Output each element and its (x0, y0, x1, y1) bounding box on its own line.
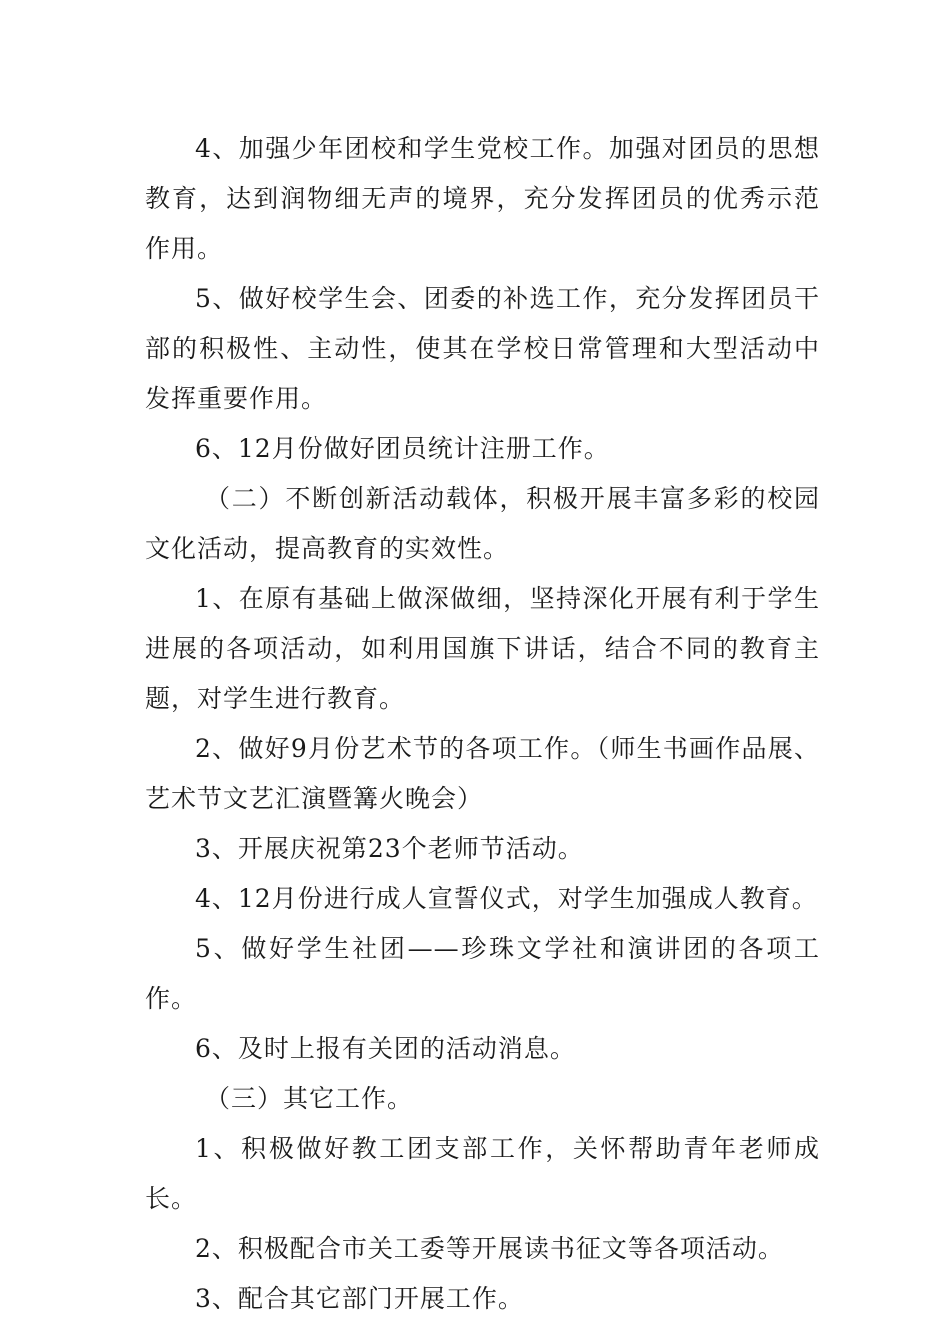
paragraph-item-1-activities: 1、在原有基础上做深做细，坚持深化开展有利于学生进展的各项活动，如利用国旗下讲话，结合不同的教育主题，对学生进行教育。 (145, 584, 820, 713)
section-heading-three: （三）其它工作。 (205, 1084, 414, 1113)
paragraph-item-5-clubs: 5、做好学生社团——珍珠文学社和演讲团的各项工作。 (145, 934, 820, 1013)
paragraph-item-2-reading-essay: 2、积极配合市关工委等开展读书征文等各项活动。 (195, 1234, 784, 1263)
paragraph-item-5-student-union: 5、做好校学生会、团委的补选工作，充分发挥团员干部的积极性、主动性，使其在学校日常管理和大型活动中发挥重要作用。 (145, 284, 820, 413)
paragraph-item-4-adult-ceremony: 4、12月份进行成人宣誓仪式，对学生加强成人教育。 (195, 884, 818, 913)
document-body (145, 124, 820, 1324)
paragraph-item-6-news: 6、及时上报有关团的活动消息。 (195, 1034, 576, 1063)
paragraph-item-6-registration: 6、12月份做好团员统计注册工作。 (195, 434, 610, 463)
paragraph-item-1-staff-branch: 1、积极做好教工团支部工作，关怀帮助青年老师成长。 (145, 1134, 820, 1213)
section-heading-two: （二）不断创新活动载体，积极开展丰富多彩的校园文化活动，提高教育的实效性。 (145, 484, 820, 563)
paragraph-item-2-art-festival: 2、做好9月份艺术节的各项工作。（师生书画作品展、艺术节文艺汇演暨篝火晚会） (145, 734, 820, 813)
paragraph-item-4-youth-school: 4、加强少年团校和学生党校工作。加强对团员的思想教育，达到润物细无声的境界，充分发挥团员的优秀示范作用。 (145, 134, 820, 263)
paragraph-item-3-teachers-day: 3、开展庆祝第23个老师节活动。 (195, 834, 584, 863)
paragraph-item-3-cooperation: 3、配合其它部门开展工作。 (195, 1284, 524, 1313)
